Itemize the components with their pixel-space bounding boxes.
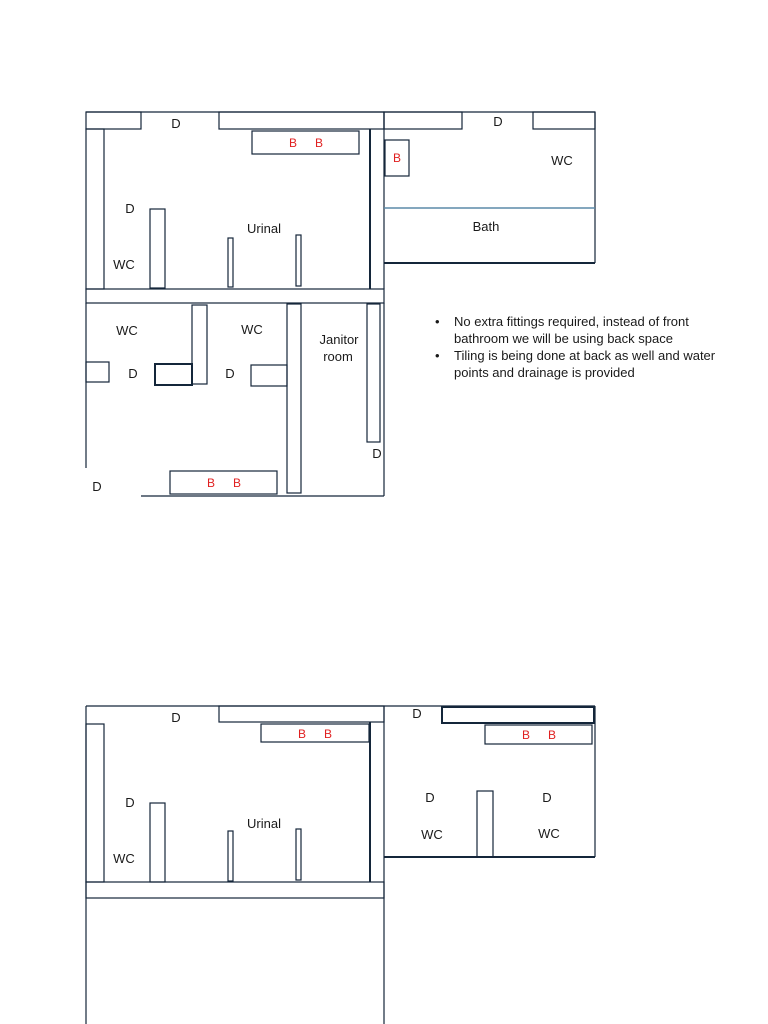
urinal-label: Urinal — [247, 221, 281, 236]
basin-label: B — [232, 476, 242, 490]
janitor-wall — [367, 304, 380, 442]
floor-plan-2 — [86, 706, 595, 1024]
notes-list — [433, 313, 743, 381]
door-label: D — [412, 706, 422, 721]
door-label: D — [493, 114, 503, 129]
urinal-divider — [296, 235, 301, 286]
wall-segment — [533, 112, 595, 129]
wc-label: WC — [113, 851, 135, 866]
janitor-wall — [287, 304, 301, 493]
note-item: • No extra fittings required, instead of front bathroom we will be using back space — [433, 313, 743, 347]
wc-partition — [477, 791, 493, 857]
janitor-room-label: Janitor — [319, 332, 359, 347]
wc-partition — [150, 209, 165, 288]
urinal-label: Urinal — [247, 816, 281, 831]
door-label: D — [128, 366, 138, 381]
wc-partition — [192, 305, 207, 384]
door-label: D — [92, 479, 102, 494]
basin-label: B — [288, 136, 298, 150]
basin-label: B — [547, 728, 557, 742]
wc-label: WC — [116, 323, 138, 338]
door-label: D — [125, 795, 135, 810]
wall-segment — [219, 706, 384, 722]
note-item: • Tiling is being done at back as well and water points and drainage is provided — [433, 347, 743, 381]
basin-label: B — [521, 728, 531, 742]
door-label: D — [542, 790, 552, 805]
bath-label: Bath — [472, 219, 500, 234]
janitor-room-label: room — [323, 349, 353, 364]
wall-segment — [442, 707, 594, 723]
door-label: D — [171, 710, 181, 725]
floor-plan-1 — [86, 112, 595, 496]
basin-counter — [170, 471, 277, 494]
door-label: D — [225, 366, 235, 381]
wc-label: WC — [421, 827, 443, 842]
basin-label: B — [323, 727, 333, 741]
urinal-divider — [228, 831, 233, 881]
urinal-divider — [228, 238, 233, 287]
wall-left-upper — [86, 724, 104, 882]
wc-label: WC — [241, 322, 263, 337]
door-stub — [155, 364, 192, 385]
door-label: D — [372, 446, 382, 461]
wc-label: WC — [113, 257, 135, 272]
wall-segment — [384, 112, 462, 129]
wc-partition — [150, 803, 165, 882]
door-stub — [86, 362, 109, 382]
wall-middle — [86, 289, 384, 303]
door-stub — [251, 365, 287, 386]
wc-label: WC — [538, 826, 560, 841]
basin-label: B — [297, 727, 307, 741]
basin-label: B — [392, 151, 402, 165]
basin-label: B — [314, 136, 324, 150]
basin-counter — [261, 724, 369, 742]
door-label: D — [171, 116, 181, 131]
door-label: D — [125, 201, 135, 216]
wc-label: WC — [551, 153, 573, 168]
urinal-divider — [296, 829, 301, 880]
wall-segment — [219, 112, 384, 129]
wall-middle — [86, 882, 384, 898]
door-label: D — [425, 790, 435, 805]
basin-counter — [252, 131, 359, 154]
wall-segment — [86, 112, 141, 129]
basin-label: B — [206, 476, 216, 490]
basin-counter — [485, 725, 592, 744]
wall-left-upper — [86, 129, 104, 289]
